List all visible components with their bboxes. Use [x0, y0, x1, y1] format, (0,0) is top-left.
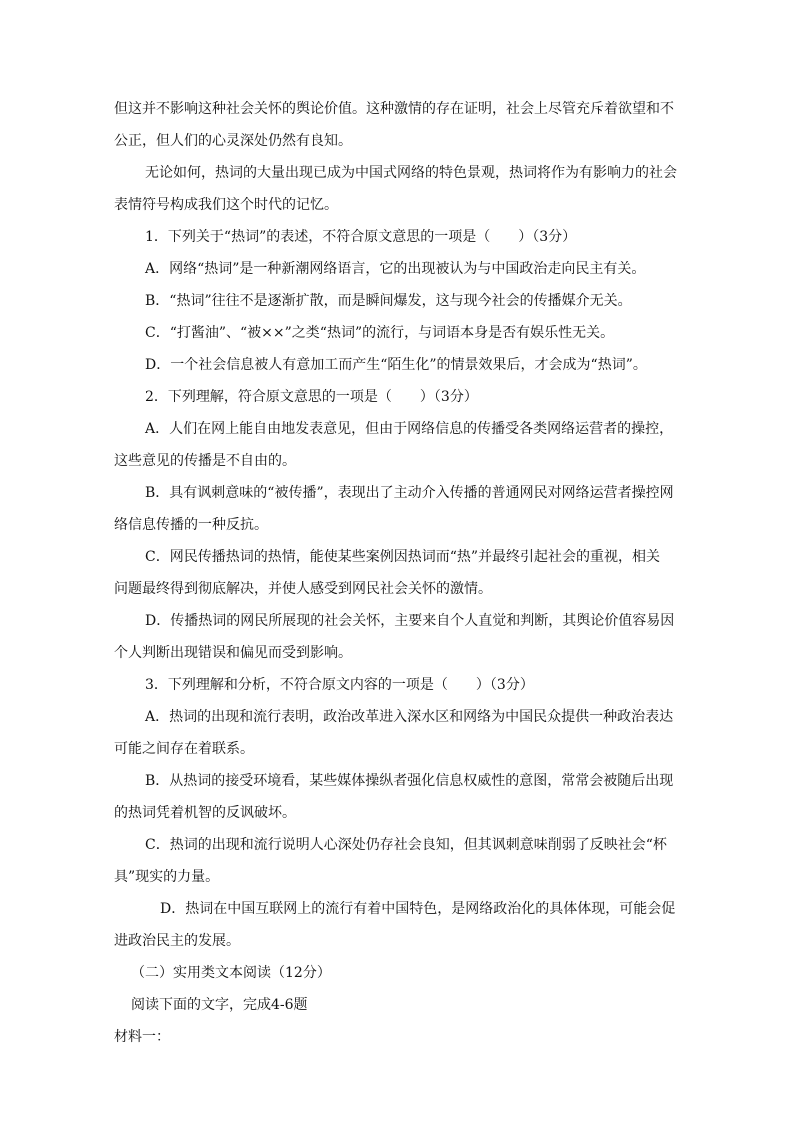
- question-2-option-b: B．具有讽刺意味的“被传播”，表现出了主动介入传播的普通网民对网络运营者操控网: [145, 485, 674, 501]
- question-3-option-d-cont: 进政治民主的发展。: [114, 933, 240, 949]
- paragraph-line: 无论如何，热词的大量出现已成为中国式网络的特色景观，热词将作为有影响力的社会: [145, 165, 677, 181]
- section-heading: （二）实用类文本阅读（12分）: [131, 965, 331, 981]
- paragraph-line: 公正，但人们的心灵深处仍然有良知。: [114, 133, 352, 149]
- question-3-option-b: B．从热词的接受环境看，某些媒体操纵者强化信息权威性的意图，常常会被随后出现: [145, 773, 674, 789]
- question-2: 2．下列理解，符合原文意思的一项是（ ）（3分）: [145, 389, 478, 405]
- question-3-option-a: A．热词的出现和流行表明，政治改革进入深水区和网络为中国民众提供一种政治表达: [145, 709, 674, 725]
- question-2-option-b-cont: 络信息传播的一种反抗。: [114, 517, 268, 533]
- question-1-option-a: A．网络“热词”是一种新潮网络语言，它的出现被认为与中国政治走向民主有关。: [145, 261, 646, 277]
- question-3-option-b-cont: 的热词凭着机智的反讽破坏。: [114, 805, 296, 821]
- material-label: 材料一：: [114, 1029, 170, 1045]
- question-1-option-b: B．“热词”往往不是逐渐扩散，而是瞬间爆发，这与现今社会的传播媒介无关。: [145, 293, 632, 309]
- question-2-option-d-cont: 个人判断出现错误和偏见而受到影响。: [114, 645, 352, 661]
- question-2-option-c: C．网民传播热词的热情，能使某些案例因热词而“热”并最终引起社会的重视，相关: [145, 549, 661, 565]
- question-2-option-a: A．人们在网上能自由地发表意见，但由于网络信息的传播受各类网络运营者的操控，: [145, 421, 674, 437]
- question-3: 3．下列理解和分析，不符合原文内容的一项是（ ）（3分）: [145, 677, 534, 693]
- section-instruction: 阅读下面的文字，完成4-6题: [131, 997, 308, 1013]
- question-3-option-c-cont: 具”现实的力量。: [114, 869, 220, 885]
- question-3-option-a-cont: 可能之间存在着联系。: [114, 741, 254, 757]
- paragraph-line: 表情符号构成我们这个时代的记忆。: [114, 197, 338, 213]
- question-2-option-d: D．传播热词的网民所展现的社会关怀，主要来自个人直觉和判断，其舆论价值容易因: [145, 613, 675, 629]
- question-3-option-c: C．热词的出现和流行说明人心深处仍存社会良知，但其讽刺意味削弱了反映社会“杯: [145, 837, 667, 853]
- question-3-option-d: D．热词在中国互联网上的流行有着中国特色，是网络政治化的具体体现，可能会促: [160, 901, 676, 917]
- question-1-option-c: C．“打酱油”、“被××”之类“热词”的流行，与词语本身是否有娱乐性无关。: [145, 325, 615, 341]
- question-2-option-c-cont: 问题最终得到彻底解决，并使人感受到网民社会关怀的激情。: [114, 581, 492, 597]
- question-1-option-d: D．一个社会信息被人有意加工而产生“陌生化”的情景效果后，才会成为“热词”。: [145, 357, 647, 373]
- question-1: 1．下列关于“热词”的表述，不符合原文意思的一项是（ ）（3分）: [145, 229, 577, 245]
- question-2-option-a-cont: 这些意见的传播是不自由的。: [114, 453, 296, 469]
- paragraph-line: 但这并不影响这种社会关怀的舆论价值。这种激情的存在证明，社会上尽管充斥着欲望和不: [114, 101, 674, 117]
